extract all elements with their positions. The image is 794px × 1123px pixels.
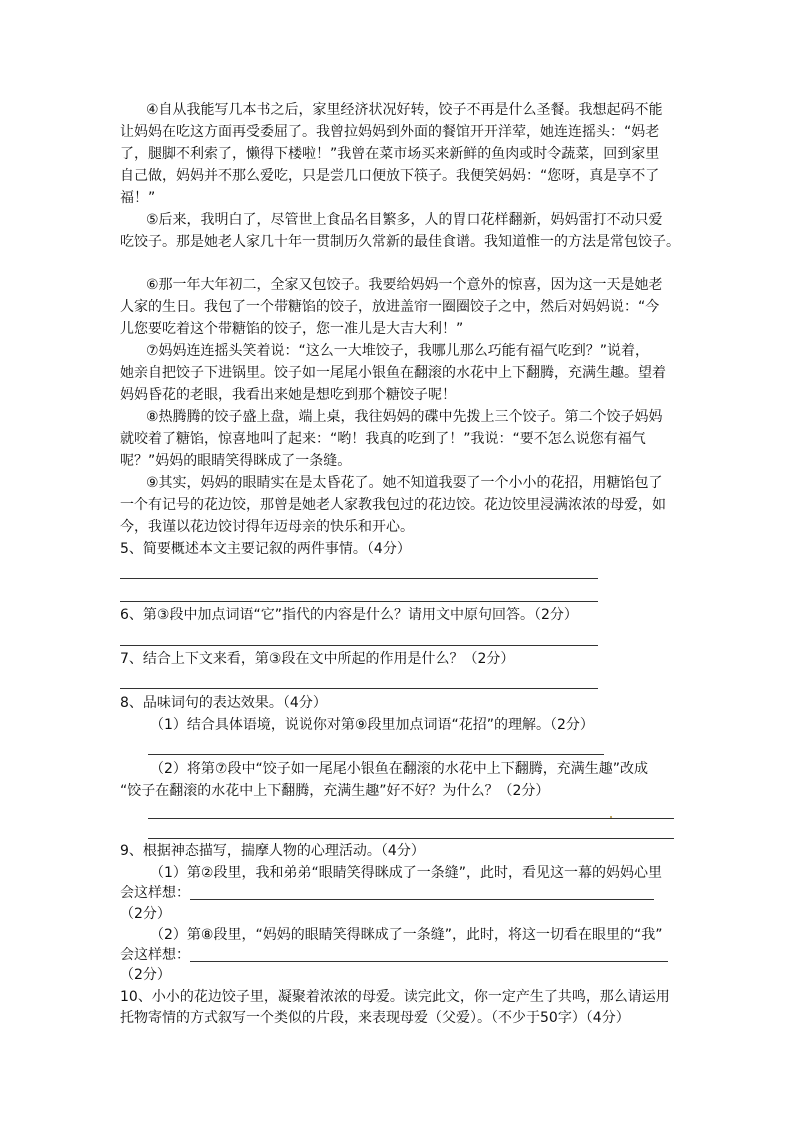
q8-1-answer-line[interactable] <box>148 754 604 755</box>
p9-line-3: 今，我谨以花边饺讨得年迈母亲的快乐和开心。 <box>120 519 414 535</box>
question-9-2-line-1: （2）第⑧段里，“妈妈的眼睛笑得眯成了一条缝”，此时，将这一切看在眼里的“我” <box>150 927 663 943</box>
question-8-1: （1）结合具体语境，说说你对第⑨段里加点词语“花招”的理解。（2分） <box>150 717 594 733</box>
q9-2-answer-line[interactable] <box>190 961 668 962</box>
p6-line-3: 儿您要吃着这个带糖馅的饺子，您一准儿是大吉大利！” <box>120 321 464 337</box>
question-9-2-score: （2分） <box>120 967 171 983</box>
question-7: 7、结合上下文来看，第③段在文中所起的作用是什么？（2分） <box>120 651 515 667</box>
p8-line-2: 就咬着了糖馅，惊喜地叫了起来：“哟！我真的吃到了！”我说：“要不怎么说您有福气 <box>120 431 646 447</box>
p9-line-2: 一个有记号的花边饺，那曾是她老人家教我包过的花边饺。花边饺里浸满浓浓的母爱，如 <box>120 497 666 513</box>
p4-line-1: ④自从我能写几本书之后，家里经济状况好转，饺子不再是什么圣餐。我想起码不能 <box>146 102 663 118</box>
p9-line-1: ⑨其实，妈妈的眼睛实在是太昏花了。她不知道我耍了一个小小的花招，用糖馅包了 <box>146 475 663 491</box>
question-5: 5、简要概述本文主要记叙的两件事情。（4分） <box>120 541 411 557</box>
question-9: 9、根据神态描写，揣摩人物的心理活动。（4分） <box>120 843 425 859</box>
question-9-2-line-2: 会这样想： <box>120 947 190 963</box>
question-9-1-score: （2分） <box>120 906 171 922</box>
q6-answer-line[interactable] <box>120 645 598 646</box>
p7-line-2: 她亲自把饺子下进锅里。饺子如一尾尾小银鱼在翻滚的水花中上下翻腾，充满生趣。望着 <box>120 365 666 381</box>
question-8: 8、品味词句的表达效果。（4分） <box>120 695 327 711</box>
question-10-line-2: 托物寄情的方式叙写一个类似的片段，来表现母爱（父爱）。（不少于50字）（4分） <box>120 1010 630 1026</box>
question-10-line-1: 10、小小的花边饺子里，凝聚着浓浓的母爱。读完此文，你一定产生了共鸣，那么请运用 <box>120 989 670 1005</box>
p4-line-2: 让妈妈在吃这方面再受委屈了。我曾拉妈妈到外面的餐馆开开洋荤，她连连摇头：“妈老 <box>120 124 660 140</box>
question-9-1-line-1: （1）第②段里，我和弟弟“眼睛笑得眯成了一条缝”，此时，看见这一幕的妈妈心里 <box>150 865 662 881</box>
p5-line-2: 吃饺子。那是她老人家几十年一贯制历久常新的最佳食谱。我知道惟一的方法是常包饺子。 <box>120 234 680 250</box>
q9-1-answer-line[interactable] <box>190 899 654 900</box>
q8-2-answer-line-2[interactable] <box>148 838 674 839</box>
question-9-1-line-2: 会这样想： <box>120 885 190 901</box>
p4-line-3: 了，腿脚不利索了，懒得下楼啦！”我曾在菜市场买来新鲜的鱼肉或时令蔬菜，回到家里 <box>120 146 660 162</box>
q8-2-answer-line-1[interactable] <box>148 818 674 819</box>
q5-answer-line-1[interactable] <box>120 578 598 579</box>
p4-line-5: 福！” <box>120 190 156 206</box>
p7-line-1: ⑦妈妈连连摇头笑着说：“这么一大堆饺子，我哪儿那么巧能有福气吃到？”说着， <box>146 343 650 359</box>
p4-line-4: 自己做，妈妈并不那么爱吃，只是尝几口便放下筷子。我便笑妈妈：“您呀，真是享不了 <box>120 168 660 184</box>
question-8-2-line-2: “饺子在翻滚的水花中上下翻腾，充满生趣”好不好？为什么？（2分） <box>120 783 550 799</box>
p5-line-1: ⑤后来，我明白了，尽管世上食品名目繁多，人的胃口花样翻新，妈妈雷打不动只爱 <box>146 212 663 228</box>
p8-line-3: 呢？”妈妈的眼睛笑得眯成了一条缝。 <box>120 453 352 469</box>
p7-line-3: 妈妈昏花的老眼，我看出来她是想吃到那个糖饺子呢！ <box>120 387 456 403</box>
question-8-2-line-1: （2）将第⑦段中“饺子如一尾尾小银鱼在翻滚的水花中上下翻腾，充满生趣”改成 <box>150 761 648 777</box>
q5-answer-line-2[interactable] <box>120 601 598 602</box>
p8-line-1: ⑧热腾腾的饺子盛上盘，端上桌，我往妈妈的碟中先拨上三个饺子。第二个饺子妈妈 <box>146 409 663 425</box>
p6-line-2: 人家的生日。我包了一个带糖馅的饺子，放进盖帘一圈圈饺子之中，然后对妈妈说：“今 <box>120 299 660 315</box>
question-6: 6、第③段中加点词语“它”指代的内容是什么？请用文中原句回答。（2分） <box>120 607 578 623</box>
q7-answer-line[interactable] <box>120 688 598 689</box>
p6-line-1: ⑥那一年大年初二，全家又包饺子。我要给妈妈一个意外的惊喜，因为这一天是她老 <box>146 277 663 293</box>
